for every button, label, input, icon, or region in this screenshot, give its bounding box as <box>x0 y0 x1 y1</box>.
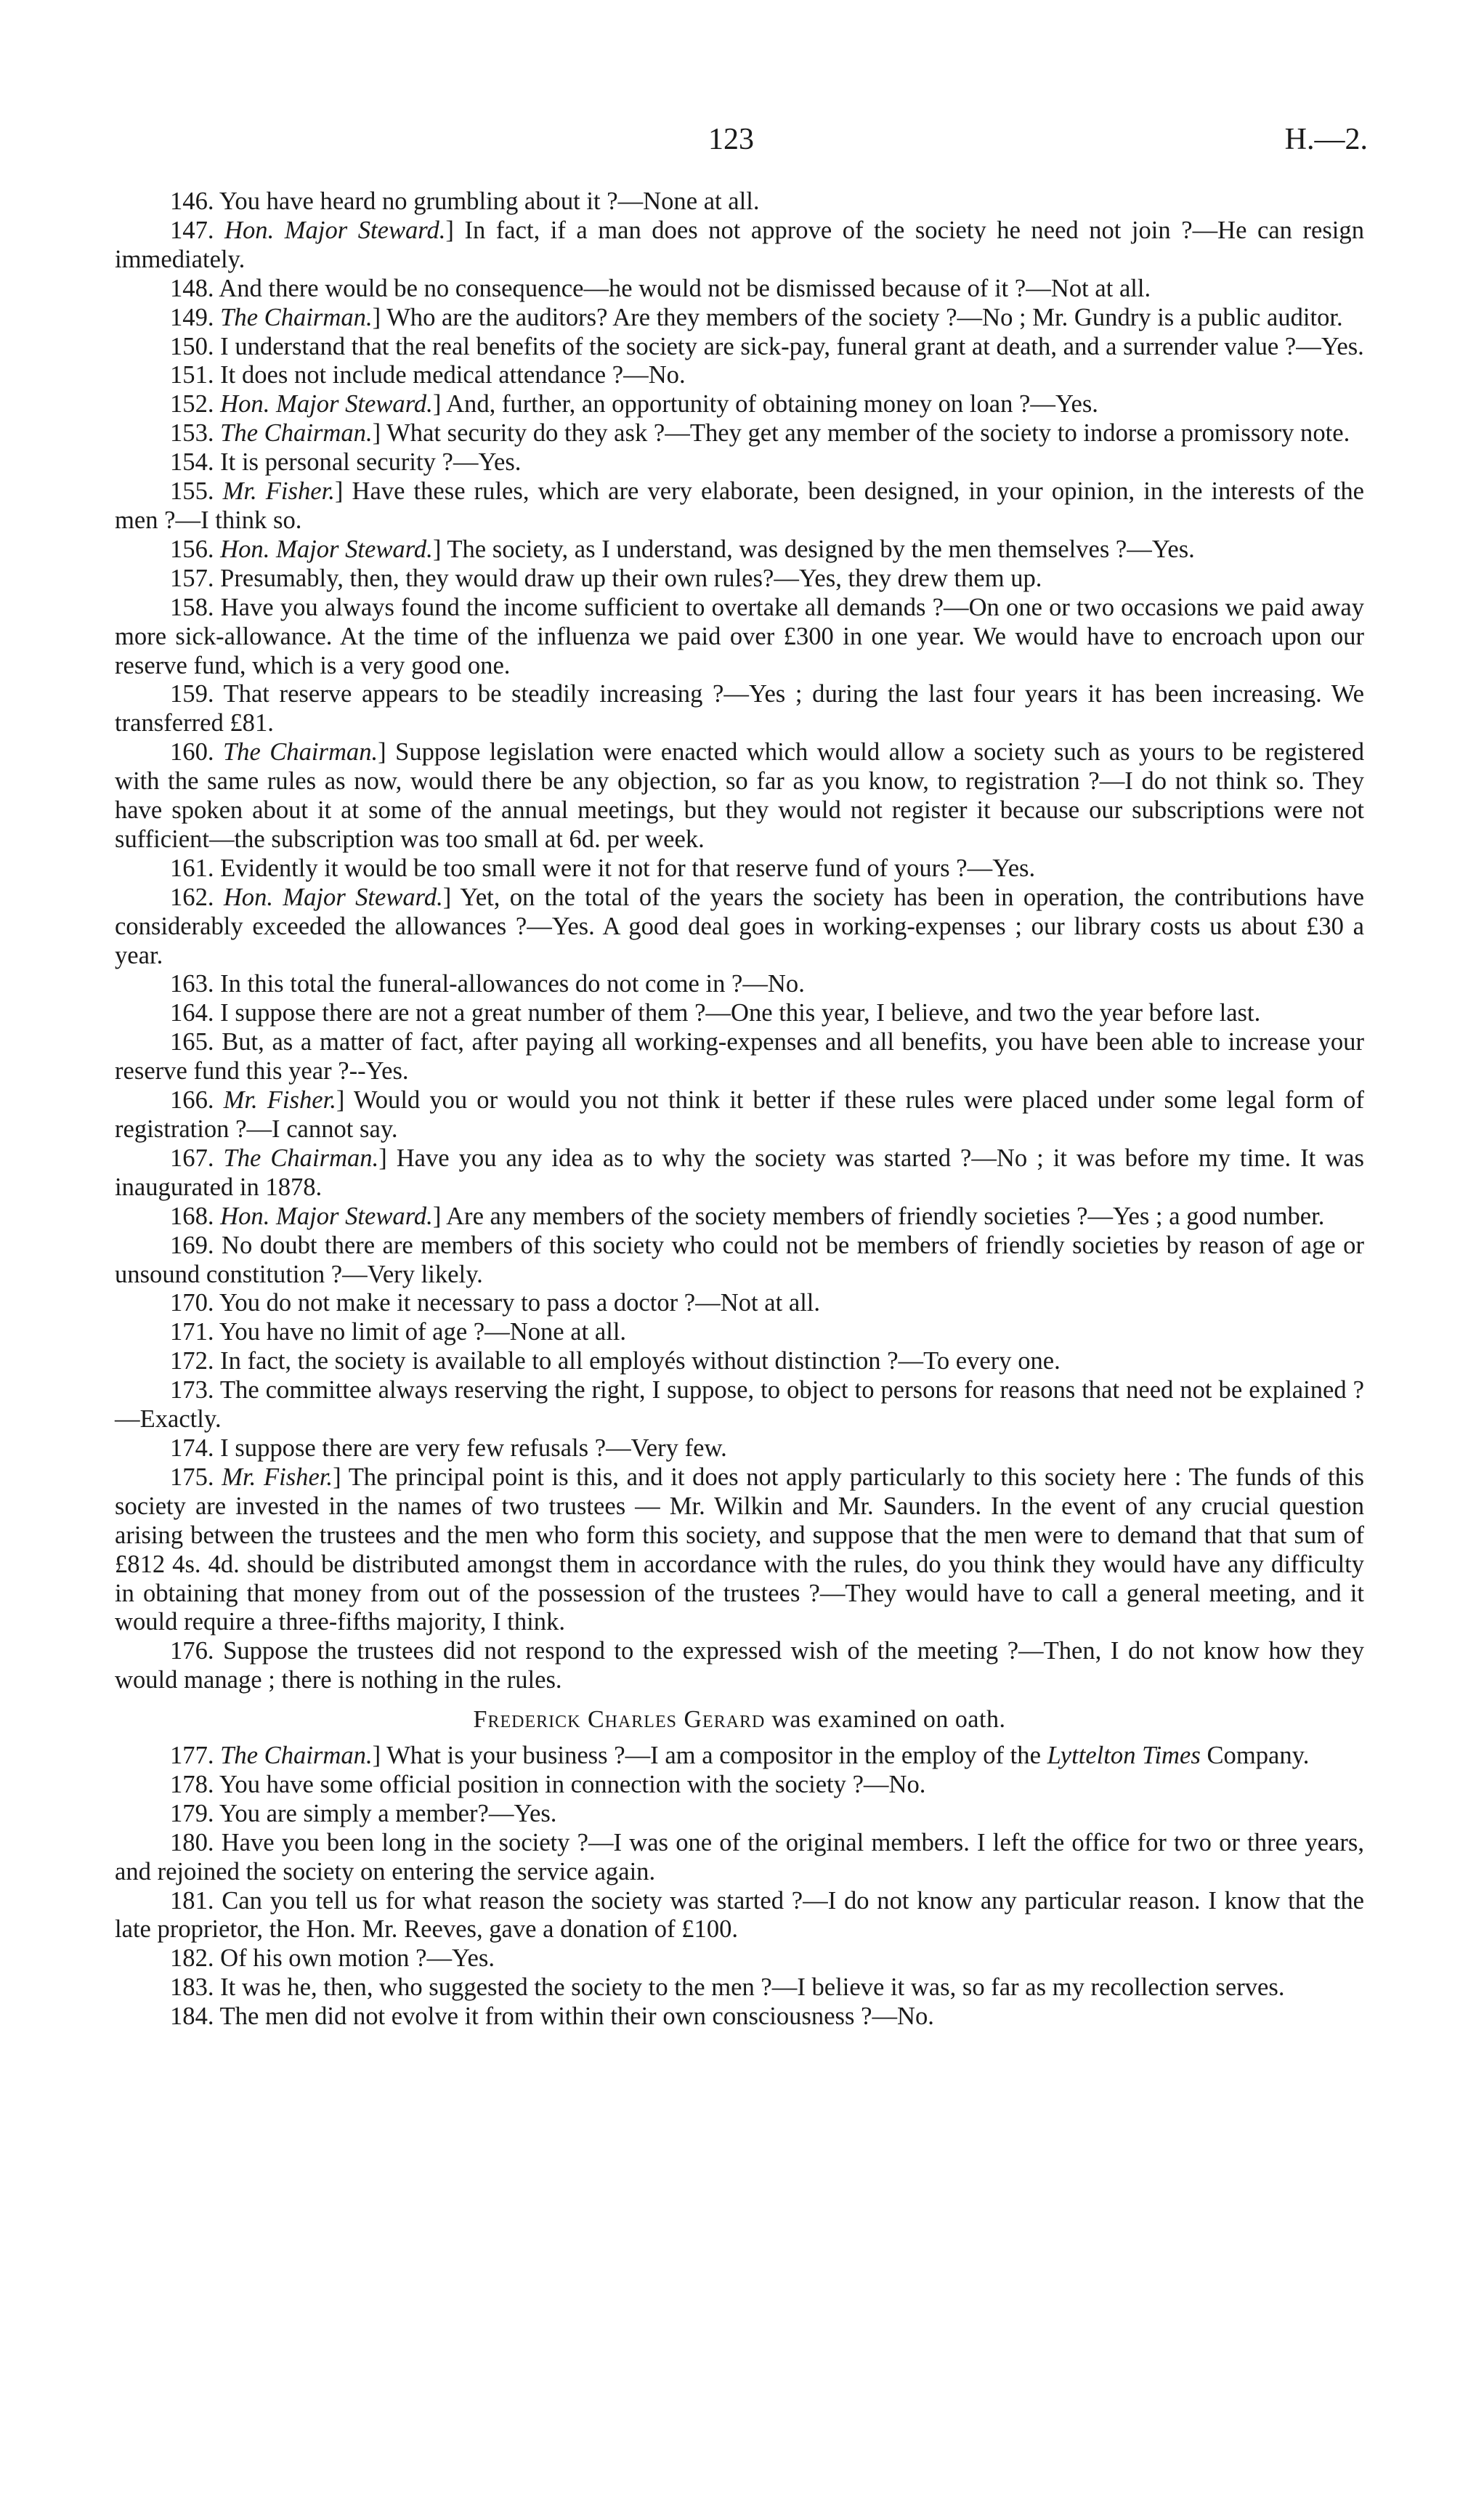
question-paragraph: 162. Hon. Major Steward.] Yet, on the total of the years the society has been in operation, the contributions have considerably exceeded the allowances ?—Yes. A good deal goes in working-expenses ; our library costs us about £30 a year. <box>115 883 1364 969</box>
question-text: What is your business ?—I am a compositor in the employ of the <box>386 1742 1041 1770</box>
question-number: 150. <box>170 332 214 360</box>
question-text: Presumably, then, they would draw up their own rules?—Yes, they drew them up. <box>220 564 1042 592</box>
question-paragraph <box>115 1829 1364 1887</box>
question-number: 158. <box>170 593 214 621</box>
question-number: 169. <box>170 1231 214 1259</box>
question-paragraph <box>115 361 1364 390</box>
question-text: The society, as I understand, was designed by the men themselves ?—Yes. <box>447 535 1195 563</box>
question-paragraph <box>115 1434 1364 1463</box>
question-text: I suppose there are not a great number of them ?—One this year, I believe, and two the year before last. <box>220 999 1261 1027</box>
question-text: Have you always found the income sufficient to overtake all demands ?—On one or two occasions we paid away more sick-allowance. At the time of the influenza we paid over £300 in one year. We would have to encroach upon our reserve fund, which is a very good one. <box>115 593 1364 679</box>
speaker-name: The Chairman. <box>223 1144 379 1172</box>
question-number: 168. <box>170 1202 214 1230</box>
page-header <box>0 122 1484 173</box>
question-text: In fact, if a man does not approve of the society he need not join ?—He can resign immediately. <box>115 216 1364 273</box>
question-number: 147. <box>170 216 214 244</box>
question-number: 160. <box>170 738 214 767</box>
question-text: And there would be no consequence—he would not be dismissed because of it ?—Not at all. <box>219 274 1151 302</box>
question-number: 164. <box>170 999 214 1027</box>
question-text: Would you or would you not think it better if these rules were placed under some legal form of registration ?—I cannot say. <box>115 1086 1364 1143</box>
question-text: Yet, on the total of the years the society has been in operation, the contributions have considerably exceeded the allowances ?—Yes. A good deal goes in working-expenses ; our library costs us about £30 a year. <box>115 883 1364 969</box>
question-text: The men did not evolve it from within their own consciousness ?—No. <box>219 2002 934 2031</box>
question-number: 179. <box>170 1799 214 1827</box>
question-paragraph <box>115 333 1364 362</box>
question-paragraph: 160. The Chairman.] Suppose legislation were enacted which would allow a society such as yours to be registered with the same rules as now, would there be any objection, so far as you know, to registration ?—I do not think so. They have spoken about it at some of the annual meetings, but they would not register it because our subscriptions were not sufficient—the subscription was too small at 6d. per week. <box>115 738 1364 853</box>
question-paragraph <box>115 854 1364 884</box>
testimony-section-b <box>115 1771 1364 2032</box>
question-number: 172. <box>170 1347 214 1375</box>
speaker-name: Hon. Major Steward. <box>224 216 446 244</box>
question-number: 183. <box>170 1973 214 2002</box>
question-paragraph <box>115 1232 1364 1290</box>
question-paragraph <box>115 448 1364 477</box>
question-text: It does not include medical attendance ?—No. <box>220 361 686 389</box>
question-paragraph: 155. Mr. Fisher.] Have these rules, which are very elaborate, been designed, in your opinion, in the interests of the men ?—I think so. <box>115 477 1364 534</box>
question-paragraph <box>115 565 1364 594</box>
question-text: You do not make it necessary to pass a doctor ?—Not at all. <box>219 1289 821 1317</box>
question-text: Suppose legislation were enacted which would allow a society such as yours to be registered with the same rules as now, would there be any objection, so far as you know, to registration ?—I do not think so. They have spoken about it at some of the annual meetings, but they would not register it because our subscriptions were not sufficient—the subscription was too small at 6d. per week. <box>115 738 1364 853</box>
testimony-body <box>115 187 1364 2032</box>
question-number: 165. <box>170 1028 214 1056</box>
question-number: 176. <box>170 1637 214 1665</box>
document-reference: H.—2. <box>1284 123 1368 156</box>
question-paragraph: 153. The Chairman.] What security do they ask ?—They get any member of the society to indorse a promissory note. <box>170 419 1350 448</box>
question-paragraph <box>115 1800 1364 1829</box>
question-paragraph: 166. Mr. Fisher.] Would you or would you not think it better if these rules were placed under some legal form of registration ?—I cannot say. <box>115 1086 1364 1143</box>
question-number: 167. <box>170 1144 214 1172</box>
question-paragraph <box>115 1973 1364 2002</box>
question-number: 157. <box>170 564 214 592</box>
question-text: It was he, then, who suggested the society to the men ?—I believe it was, so far as my recollection serves. <box>220 1973 1285 2002</box>
question-paragraph <box>115 1318 1364 1347</box>
question-number: 161. <box>170 854 214 882</box>
question-number: 152. <box>170 390 214 419</box>
question-text: Have you any idea as to why the society was started ?—No ; it was before my time. It was inaugurated in 1878. <box>115 1144 1364 1201</box>
witness-heading-rest: was examined on oath. <box>771 1706 1006 1734</box>
question-text: I understand that the real benefits of the society are sick-pay, funeral grant at death, and a surrender value ?—Yes. <box>220 332 1364 360</box>
question-text: Evidently it would be too small were it not for that reserve fund of yours ?—Yes. <box>220 854 1036 882</box>
question-number: 184. <box>170 2002 214 2031</box>
question-paragraph <box>115 1028 1364 1086</box>
question-text: Have these rules, which are very elaborate, been designed, in your opinion, in the interests of the men ?—I think so. <box>115 477 1364 534</box>
question-text: It is personal security ?—Yes. <box>220 448 522 477</box>
question-paragraph: 177. The Chairman.] What is your business ?—I am a compositor in the employ of the Lyttelton Times Company. <box>170 1742 1310 1770</box>
question-paragraph <box>115 1887 1364 1945</box>
question-paragraph: 156. Hon. Major Steward.] The society, as I understand, was designed by the men themselves ?—Yes. <box>170 535 1195 563</box>
question-number: 182. <box>170 1944 214 1973</box>
speaker-name: Mr. Fisher. <box>223 1086 336 1115</box>
question-number: 174. <box>170 1434 214 1462</box>
question-text: The committee always reserving the right, I suppose, to object to persons for reasons that need not be explained ?—Exactly. <box>115 1376 1364 1434</box>
question-text: You have some official position in connection with the society ?—No. <box>219 1770 926 1798</box>
question-number: 175. <box>170 1463 214 1491</box>
question-paragraph <box>115 1347 1364 1376</box>
question-text: Company. <box>1207 1742 1310 1770</box>
question-number: 173. <box>170 1376 214 1404</box>
question-text: That reserve appears to be steadily increasing ?—Yes ; during the last four years it has been increasing. We transferred £81. <box>115 680 1364 737</box>
company-name: Lyttelton Times <box>1047 1742 1201 1770</box>
question-text: In this total the funeral-allowances do not come in ?—No. <box>220 970 805 998</box>
question-paragraph <box>115 2002 1364 2032</box>
question-number: 156. <box>170 535 214 563</box>
testimony-section-a <box>115 187 1364 1695</box>
question-number: 170. <box>170 1289 214 1317</box>
question-paragraph: 175. Mr. Fisher.] The principal point is this, and it does not apply particularly to this society here : The funds of this society are invested in the names of two trustees — Mr. Wilkin and Mr. Saunders. In the event of any crucial question arising between the trustees and the men who form this society, and suppose that the men were to demand that that sum of £812 4s. 4d. should be distributed amongst them in accordance with the rules, do you think they would have any difficulty in obtaining that money from out of the possession of the trustees ?—They would have to call a general meeting, and it would require a three-fifths majority, I think. <box>115 1463 1364 1636</box>
question-number: 154. <box>170 448 214 477</box>
question-number: 180. <box>170 1828 214 1856</box>
question-text: Suppose the trustees did not respond to the expressed wish of the meeting ?—Then, I do not know how they would manage ; there is nothing in the rules. <box>115 1637 1364 1694</box>
question-text: Are any members of the society members of friendly societies ?—Yes ; a good number. <box>446 1202 1325 1230</box>
question-text: Can you tell us for what reason the society was started ?—I do not know any particular reason. I know that the late proprietor, the Hon. Mr. Reeves, gave a donation of £100. <box>115 1886 1364 1944</box>
question-number: 162. <box>170 883 214 911</box>
question-text: In fact, the society is available to all employés without distinction ?—To every one. <box>220 1347 1061 1375</box>
question-number: 149. <box>170 303 214 331</box>
question-paragraph <box>115 999 1364 1028</box>
question-number: 171. <box>170 1318 214 1346</box>
question-paragraph <box>115 594 1364 681</box>
question-paragraph: 167. The Chairman.] Have you any idea as to why the society was started ?—No ; it was before my time. It was inaugurated in 1878. <box>115 1144 1364 1201</box>
question-number: 163. <box>170 970 214 998</box>
question-number: 153. <box>170 419 214 448</box>
page-number: 123 <box>708 123 754 156</box>
question-number: 177. <box>170 1742 214 1770</box>
question-paragraph <box>115 680 1364 738</box>
question-text: You have no limit of age ?—None at all. <box>219 1318 627 1346</box>
question-number: 148. <box>170 274 214 302</box>
question-paragraph: 152. Hon. Major Steward.] And, further, an opportunity of obtaining money on loan ?—Yes. <box>170 390 1098 419</box>
question-number: 151. <box>170 361 214 389</box>
question-number: 166. <box>170 1086 214 1115</box>
question-paragraph <box>115 1289 1364 1318</box>
question-text: Have you been long in the society ?—I was one of the original members. I left the office for two or three years, and rejoined the society on entering the service again. <box>115 1828 1364 1885</box>
question-number: 155. <box>170 477 214 506</box>
question-paragraph: 149. The Chairman.] Who are the auditors? Are they members of the society ?—No ; Mr. Gundry is a public auditor. <box>170 303 1343 331</box>
question-paragraph: 168. Hon. Major Steward.] Are any members of the society members of friendly societies ?—Yes ; a good number. <box>170 1202 1325 1230</box>
question-paragraph <box>115 1771 1364 1800</box>
question-number: 146. <box>170 187 214 215</box>
witness-heading <box>115 1705 1364 1734</box>
speaker-name: The Chairman. <box>220 1742 373 1770</box>
speaker-name: The Chairman. <box>220 303 373 331</box>
question-paragraph <box>115 1376 1364 1434</box>
question-text: But, as a matter of fact, after paying all working-expenses and all benefits, you have been able to increase your reserve fund this year ?--Yes. <box>115 1028 1364 1086</box>
question-text: You have heard no grumbling about it ?—None at all. <box>219 187 760 215</box>
question-number: 181. <box>170 1886 214 1915</box>
question-paragraph <box>115 187 1364 217</box>
question-paragraph <box>115 970 1364 999</box>
question-paragraph <box>115 1944 1364 1973</box>
speaker-name: Hon. Major Steward. <box>220 535 433 563</box>
question-text: The principal point is this, and it does not apply particularly to this society here : The funds of this society are invested in the names of two trustees — Mr. Wilkin and Mr. Saunders. In the event of any crucial question arising between the trustees and the men who form this society, and suppose that the men were to demand that that sum of £812 4s. 4d. should be distributed amongst them in accordance with the rules, do you think they would have any difficulty in obtaining that money from out of the possession of the trustees ?—They would have to call a general meeting, and it would require a three-fifths majority, I think. <box>115 1463 1364 1636</box>
question-text: You are simply a member?—Yes. <box>219 1799 557 1827</box>
question-text: And, further, an opportunity of obtaining money on loan ?—Yes. <box>446 390 1098 419</box>
question-number: 178. <box>170 1770 214 1798</box>
question-text: What security do they ask ?—They get any member of the society to indorse a promissory note. <box>386 419 1350 448</box>
speaker-name: The Chairman. <box>222 738 378 767</box>
question-text: Who are the auditors? Are they members of the society ?—No ; Mr. Gundry is a public auditor. <box>386 303 1343 331</box>
speaker-name: Mr. Fisher. <box>222 477 335 506</box>
question-paragraph <box>115 1637 1364 1695</box>
speaker-name: Hon. Major Steward. <box>220 390 433 419</box>
question-paragraph: 147. Hon. Major Steward.] In fact, if a man does not approve of the society he need not join ?—He can resign immediately. <box>115 216 1364 273</box>
question-text: Of his own motion ?—Yes. <box>220 1944 495 1973</box>
question-paragraph <box>115 275 1364 304</box>
speaker-name: Hon. Major Steward. <box>220 1202 433 1230</box>
question-number: 159. <box>170 680 214 708</box>
speaker-name: The Chairman. <box>220 419 373 448</box>
speaker-name: Hon. Major Steward. <box>223 883 443 911</box>
question-text: I suppose there are very few refusals ?—Very few. <box>220 1434 727 1462</box>
witness-name: Frederick Charles Gerard <box>473 1706 766 1734</box>
speaker-name: Mr. Fisher. <box>222 1463 333 1491</box>
question-text: No doubt there are members of this society who could not be members of friendly societies by reason of age or unsound constitution ?—Very likely. <box>115 1231 1364 1288</box>
